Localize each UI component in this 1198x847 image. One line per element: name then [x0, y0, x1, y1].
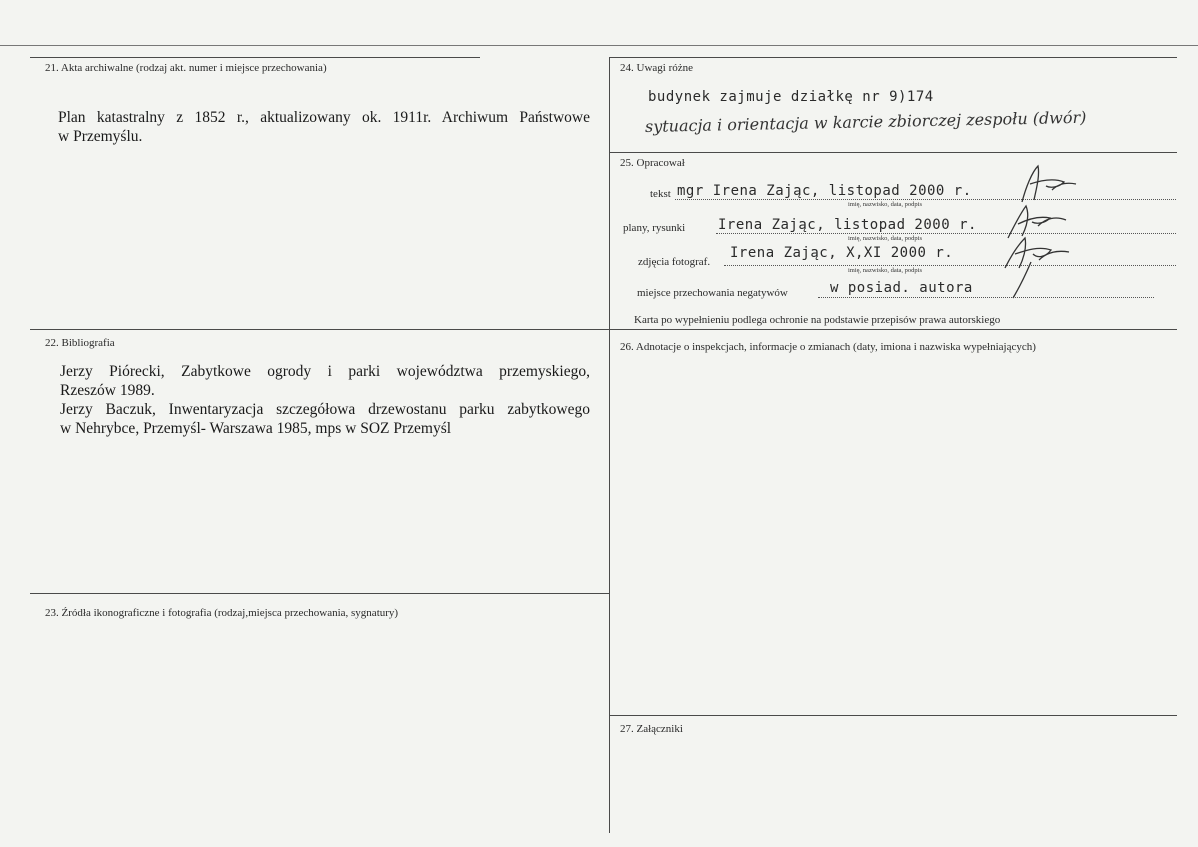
plany-dotted-line — [716, 233, 1176, 234]
divider-24-25 — [610, 152, 1177, 153]
zdjecia-dotted-line — [724, 265, 1176, 266]
section-21-line-1: Plan katastralny z 1852 r., aktualizowany ok. 1911r. Archiwum Państwowe — [58, 109, 590, 126]
tekst-dotted-line — [675, 199, 1176, 200]
section-24-handwritten-note: sytuacja i orientacja w karcie zbiorczej zespołu (dwór) — [644, 107, 1087, 136]
tekst-label: tekst — [650, 188, 671, 200]
divider-22-23 — [30, 593, 610, 594]
zdjecia-value: Irena Zając, X,XI 2000 r. — [730, 245, 954, 261]
copyright-notice: Karta po wypełnieniu podlega ochronie na podstawie przepisów prawa autorskiego — [634, 314, 1001, 326]
top-border — [0, 45, 1198, 46]
center-divider — [609, 57, 610, 833]
section-22-line-3: Jerzy Baczuk, Inwentaryzacja szczegółowa drzewostanu parku zabytkowego — [60, 401, 590, 418]
section-23-label: 23. Źródła ikonograficzne i fotografia (rodzaj,miejsca przechowania, sygnatury) — [45, 607, 399, 619]
signature-zdjecia-icon — [995, 232, 1075, 302]
section-25-label: 25. Opracował — [620, 157, 685, 169]
miejsce-value: w posiad. autora — [830, 280, 973, 296]
right-top-rule — [610, 57, 1177, 58]
miejsce-dotted-line — [818, 297, 1154, 298]
plany-label: plany, rysunki — [623, 222, 686, 234]
section-22-label: 22. Bibliografia — [45, 337, 115, 349]
section-27-label: 27. Załączniki — [620, 723, 683, 735]
section-24-typed-note: budynek zajmuje działkę nr 9)174 — [648, 89, 934, 105]
section-22-line-1: Jerzy Piórecki, Zabytkowe ogrody i parki województwa przemyskiego, — [60, 363, 590, 380]
tekst-value: mgr Irena Zając, listopad 2000 r. — [677, 183, 972, 199]
section-21-line-2: w Przemyślu. — [58, 128, 143, 145]
divider-26-27 — [610, 715, 1177, 716]
zdjecia-caption: imię, nazwisko, data, podpis — [848, 267, 923, 274]
section-26-label: 26. Adnotacje o inspekcjach, informacje o zmianach (daty, imiona i nazwiska wypełniających) — [620, 341, 1036, 353]
section-24-label: 24. Uwagi różne — [620, 62, 694, 74]
divider-21-22 — [30, 329, 1177, 330]
section-22-line-4: w Nehrybce, Przemyśl- Warszawa 1985, mps w SOZ Przemyśl — [60, 420, 452, 437]
plany-value: Irena Zając, listopad 2000 r. — [718, 217, 977, 233]
section-21-label: 21. Akta archiwalne (rodzaj akt. numer i miejsce przechowania) — [45, 62, 327, 74]
miejsce-label: miejsce przechowania negatywów — [637, 287, 788, 299]
tekst-caption: imię, nazwisko, data, podpis — [848, 201, 923, 208]
zdjecia-label: zdjęcia fotograf. — [638, 256, 711, 268]
section-22-line-2: Rzeszów 1989. — [60, 382, 155, 399]
section-22-content — [60, 362, 590, 438]
left-top-rule — [30, 57, 480, 58]
plany-caption: imię, nazwisko, data, podpis — [848, 235, 923, 242]
section-21-content — [58, 108, 590, 146]
